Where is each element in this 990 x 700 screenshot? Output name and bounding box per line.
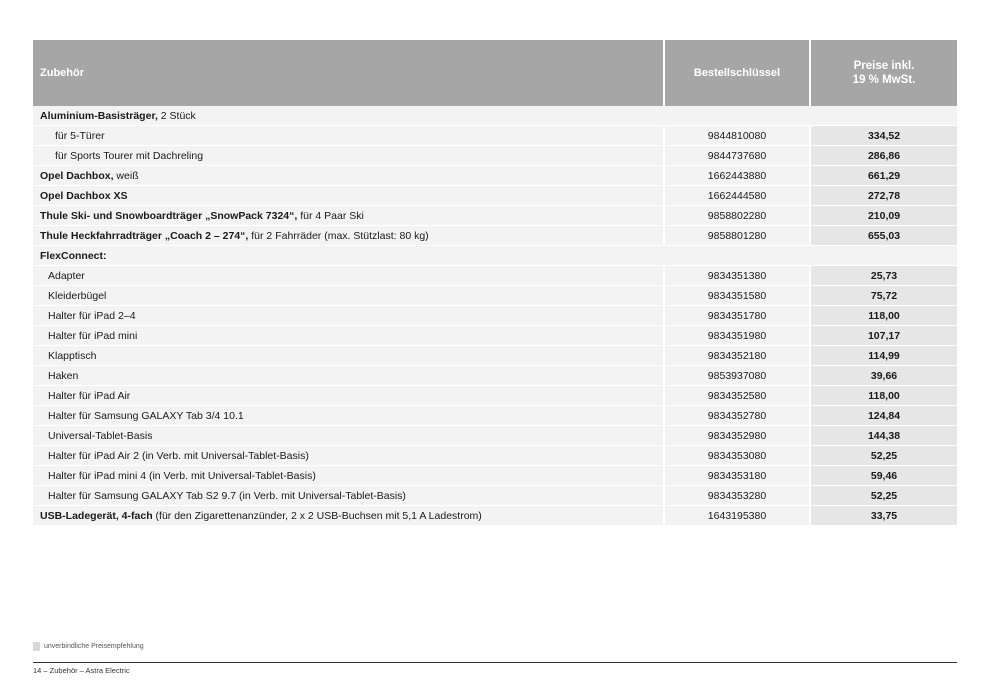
item-name-detail: 2 Stück bbox=[157, 109, 196, 122]
price-cell bbox=[809, 246, 957, 266]
order-code-cell: 9834352580 bbox=[663, 386, 809, 406]
price-cell: 118,00 bbox=[809, 386, 957, 406]
item-name-cell: für Sports Tourer mit Dachreling bbox=[33, 146, 663, 166]
item-name-cell: Halter für Samsung GALAXY Tab S2 9.7 (in Verb. mit Universal-Tablet-Basis) bbox=[33, 486, 663, 506]
item-name-detail: weiß bbox=[113, 169, 139, 182]
price-cell: 39,66 bbox=[809, 366, 957, 386]
header-price-line2: 19 % MwSt. bbox=[852, 74, 916, 86]
table-row bbox=[33, 486, 957, 506]
table-row bbox=[33, 426, 957, 446]
item-name-cell bbox=[33, 206, 663, 226]
item-name-cell: Adapter bbox=[33, 266, 663, 286]
item-name-bold: FlexConnect: bbox=[40, 249, 107, 262]
price-cell: 33,75 bbox=[809, 506, 957, 526]
table-row bbox=[33, 386, 957, 406]
price-cell: 286,86 bbox=[809, 146, 957, 166]
table-row bbox=[33, 166, 957, 186]
item-name-cell: Halter für iPad Air bbox=[33, 386, 663, 406]
order-code-cell: 9844737680 bbox=[663, 146, 809, 166]
item-name-cell bbox=[33, 106, 663, 126]
footnote-text: unverbindliche Preisempfehlung bbox=[44, 643, 144, 650]
table-row bbox=[33, 126, 957, 146]
table-row bbox=[33, 266, 957, 286]
price-cell: 107,17 bbox=[809, 326, 957, 346]
table-row bbox=[33, 306, 957, 326]
price-cell bbox=[809, 106, 957, 126]
item-name-cell: für 5-Türer bbox=[33, 126, 663, 146]
header-accessory: Zubehör bbox=[33, 40, 663, 106]
item-name-cell: Halter für Samsung GALAXY Tab 3/4 10.1 bbox=[33, 406, 663, 426]
price-cell: 124,84 bbox=[809, 406, 957, 426]
order-code-cell: 9853937080 bbox=[663, 366, 809, 386]
price-cell: 334,52 bbox=[809, 126, 957, 146]
price-footnote bbox=[33, 642, 144, 651]
item-name-cell: Kleiderbügel bbox=[33, 286, 663, 306]
order-code-cell: 9834353280 bbox=[663, 486, 809, 506]
order-code-cell: 9834352780 bbox=[663, 406, 809, 426]
order-code-cell: 9834352980 bbox=[663, 426, 809, 446]
item-name-detail: für 2 Fahrräder (max. Stützlast: 80 kg) bbox=[248, 229, 429, 242]
item-name-cell bbox=[33, 246, 663, 266]
table-row bbox=[33, 286, 957, 306]
item-name-cell: Haken bbox=[33, 366, 663, 386]
item-name-detail: (für den Zigarettenanzünder, 2 x 2 USB-Buchsen mit 5,1 A Ladestrom) bbox=[152, 509, 482, 522]
price-cell: 52,25 bbox=[809, 446, 957, 466]
item-name-cell: Universal-Tablet-Basis bbox=[33, 426, 663, 446]
item-name-bold: Thule Heckfahrradträger „Coach 2 – 274“, bbox=[40, 229, 249, 242]
table-body bbox=[33, 106, 957, 526]
item-name-bold: USB-Ladegerät, 4-fach bbox=[40, 509, 153, 522]
order-code-cell: 1662443880 bbox=[663, 166, 809, 186]
price-cell: 75,72 bbox=[809, 286, 957, 306]
table-row bbox=[33, 446, 957, 466]
price-cell: 144,38 bbox=[809, 426, 957, 446]
item-name-bold: Opel Dachbox, bbox=[40, 169, 114, 182]
table-row bbox=[33, 506, 957, 526]
table-row bbox=[33, 346, 957, 366]
page-footer: 14 – Zubehör – Astra Electric bbox=[33, 666, 130, 675]
price-cell: 272,78 bbox=[809, 186, 957, 206]
price-cell: 118,00 bbox=[809, 306, 957, 326]
table-row bbox=[33, 146, 957, 166]
price-cell: 661,29 bbox=[809, 166, 957, 186]
order-code-cell: 9858801280 bbox=[663, 226, 809, 246]
item-name-cell bbox=[33, 226, 663, 246]
table-row bbox=[33, 366, 957, 386]
order-code-cell: 9834353180 bbox=[663, 466, 809, 486]
order-code-cell: 1662444580 bbox=[663, 186, 809, 206]
order-code-cell: 1643195380 bbox=[663, 506, 809, 526]
item-name-cell: Halter für iPad mini bbox=[33, 326, 663, 346]
order-code-cell: 9834351380 bbox=[663, 266, 809, 286]
price-cell: 52,25 bbox=[809, 486, 957, 506]
price-cell: 25,73 bbox=[809, 266, 957, 286]
order-code-cell: 9834351980 bbox=[663, 326, 809, 346]
footer-divider bbox=[33, 662, 957, 663]
table-header-row bbox=[33, 40, 957, 106]
item-name-cell: Halter für iPad 2–4 bbox=[33, 306, 663, 326]
price-cell: 655,03 bbox=[809, 226, 957, 246]
accessories-table bbox=[33, 40, 957, 526]
item-name-cell: Halter für iPad mini 4 (in Verb. mit Universal-Tablet-Basis) bbox=[33, 466, 663, 486]
table-row bbox=[33, 206, 957, 226]
order-code-cell: 9858802280 bbox=[663, 206, 809, 226]
price-cell: 114,99 bbox=[809, 346, 957, 366]
item-name-detail: für 4 Paar Ski bbox=[297, 209, 364, 222]
item-name-cell bbox=[33, 166, 663, 186]
item-name-bold: Opel Dachbox XS bbox=[40, 189, 128, 202]
table-row bbox=[33, 466, 957, 486]
item-name-cell bbox=[33, 506, 663, 526]
header-price-line1: Preise inkl. bbox=[853, 60, 915, 72]
order-code-cell: 9834352180 bbox=[663, 346, 809, 366]
item-name-bold: Thule Ski- und Snowboardträger „SnowPack 7324“, bbox=[40, 209, 298, 222]
price-legend-swatch bbox=[33, 642, 40, 651]
table-row bbox=[33, 406, 957, 426]
header-order-code: Bestellschlüssel bbox=[663, 40, 809, 106]
order-code-cell bbox=[663, 106, 809, 126]
item-name-cell: Halter für iPad Air 2 (in Verb. mit Universal-Tablet-Basis) bbox=[33, 446, 663, 466]
table-row bbox=[33, 186, 957, 206]
item-name-cell: Klapptisch bbox=[33, 346, 663, 366]
order-code-cell: 9834351780 bbox=[663, 306, 809, 326]
order-code-cell bbox=[663, 246, 809, 266]
price-cell: 59,46 bbox=[809, 466, 957, 486]
order-code-cell: 9844810080 bbox=[663, 126, 809, 146]
header-price bbox=[809, 40, 957, 106]
table-row bbox=[33, 246, 957, 266]
table-row bbox=[33, 226, 957, 246]
order-code-cell: 9834353080 bbox=[663, 446, 809, 466]
table-row bbox=[33, 326, 957, 346]
price-cell: 210,09 bbox=[809, 206, 957, 226]
item-name-cell bbox=[33, 186, 663, 206]
table-row bbox=[33, 106, 957, 126]
order-code-cell: 9834351580 bbox=[663, 286, 809, 306]
item-name-bold: Aluminium-Basisträger, bbox=[40, 109, 158, 122]
